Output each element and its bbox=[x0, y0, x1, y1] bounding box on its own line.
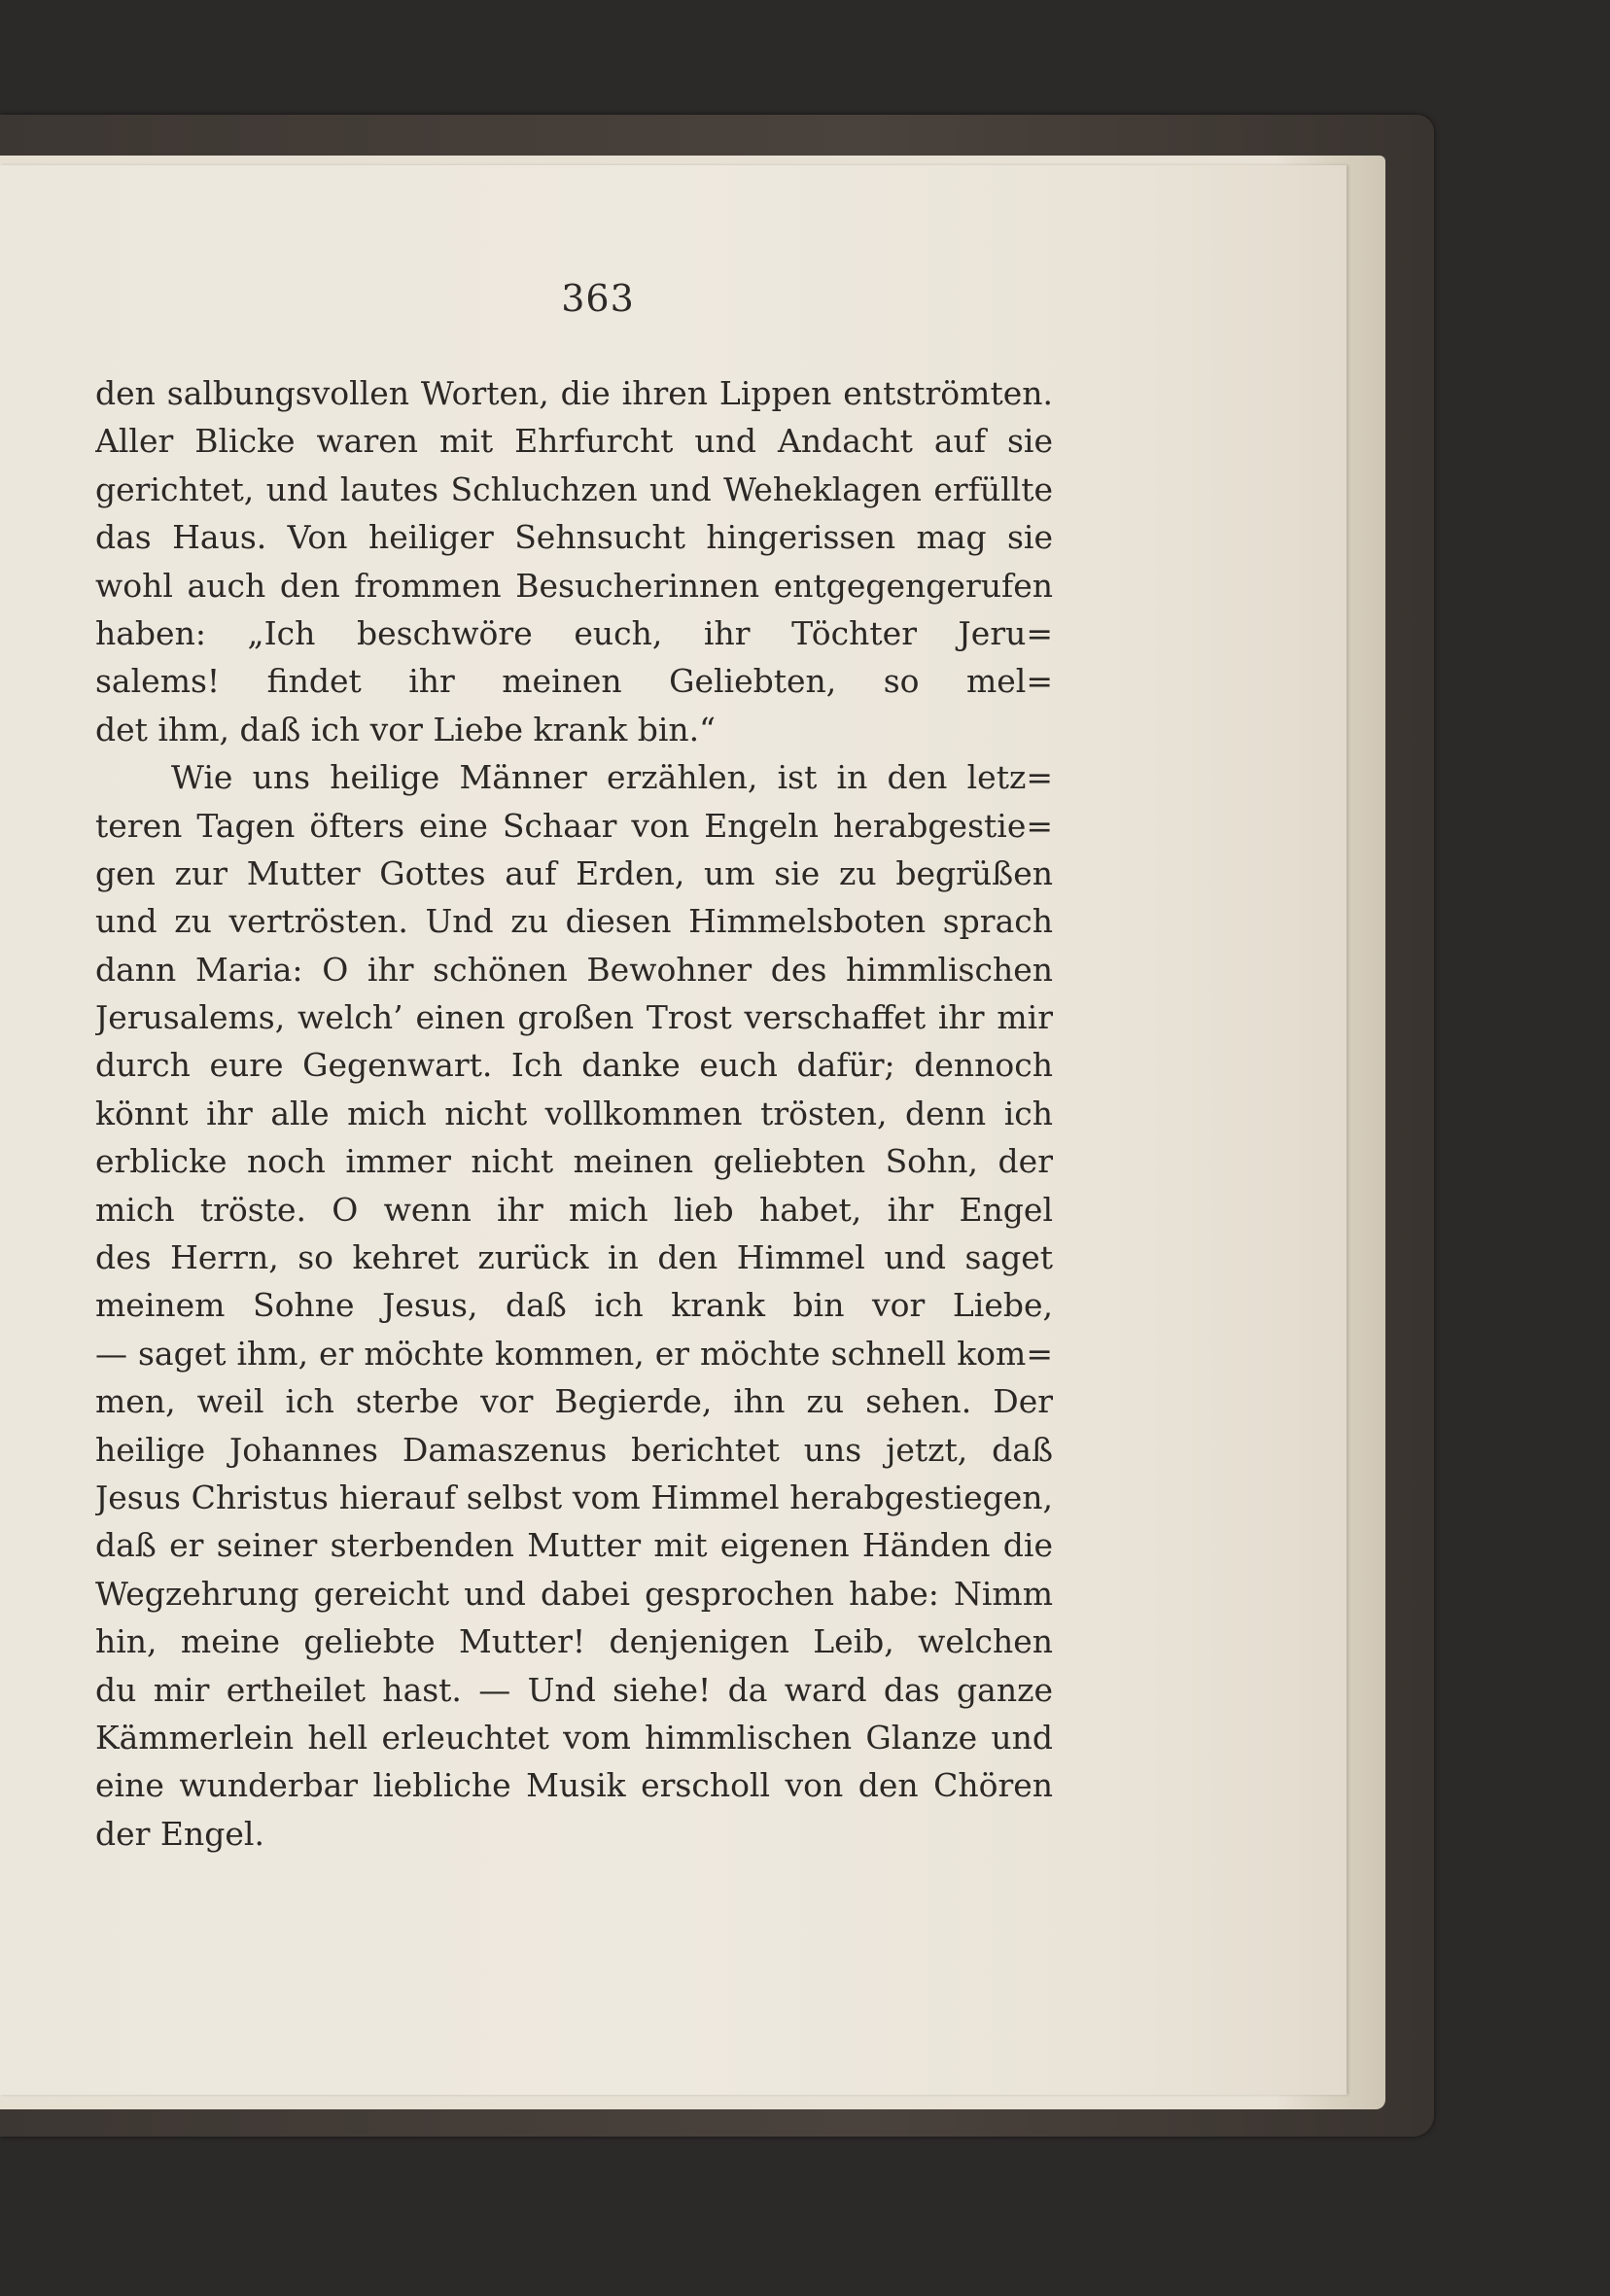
text-line: mich tröste. O wenn ihr mich lieb habet, ihr Engel bbox=[95, 1190, 1053, 1229]
page-number: 363 bbox=[561, 277, 635, 320]
text-line: den salbungsvollen Worten, die ihren Lippen entströmten. bbox=[95, 374, 1053, 412]
text-line: der Engel. bbox=[95, 1814, 264, 1853]
text-line: Wegzehrung gereicht und dabei gesprochen habe: Nimm bbox=[95, 1574, 1053, 1613]
text-line: Jesus Christus hierauf selbst vom Himmel herabgestiegen, bbox=[95, 1478, 1053, 1516]
text-line: haben: „Ich beschwöre euch, ihr Töchter Jeru= bbox=[95, 613, 1053, 652]
text-line: heilige Johannes Damaszenus berichtet uns jetzt, daß bbox=[95, 1430, 1053, 1469]
text-line: wohl auch den frommen Besucherinnen entgegengerufen bbox=[95, 566, 1053, 605]
text-line: und zu vertrösten. Und zu diesen Himmelsboten sprach bbox=[95, 902, 1053, 941]
text-line: Kämmerlein hell erleuchtet vom himmlischen Glanze und bbox=[95, 1718, 1053, 1757]
text-line: Aller Blicke waren mit Ehrfurcht und Andacht auf sie bbox=[95, 422, 1053, 461]
text-line: det ihm, daß ich vor Liebe krank bin.“ bbox=[95, 710, 716, 748]
body-text bbox=[95, 369, 1053, 1858]
text-line: men, weil ich sterbe vor Begierde, ihn zu sehen. Der bbox=[95, 1382, 1053, 1421]
text-line: eine wunderbar liebliche Musik erscholl von den Chören bbox=[95, 1766, 1053, 1805]
text-line: das Haus. Von heiliger Sehnsucht hingerissen mag sie bbox=[95, 518, 1053, 557]
text-line: — saget ihm, er möchte kommen, er möchte schnell kom= bbox=[95, 1334, 1053, 1373]
text-line: teren Tagen öfters eine Schaar von Engeln herabgestie= bbox=[95, 806, 1053, 845]
text-line: hin, meine geliebte Mutter! denjenigen Leib, welchen bbox=[95, 1622, 1053, 1661]
text-line: du mir ertheilet hast. — Und siehe! da ward das ganze bbox=[95, 1670, 1053, 1709]
text-line: daß er seiner sterbenden Mutter mit eigenen Händen die bbox=[95, 1526, 1053, 1565]
text-line: gerichtet, und lautes Schluchzen und Weheklagen erfüllte bbox=[95, 470, 1053, 508]
text-line: erblicke noch immer nicht meinen geliebten Sohn, der bbox=[95, 1142, 1053, 1181]
text-line: salems! findet ihr meinen Geliebten, so mel= bbox=[95, 662, 1053, 701]
text-line: Jerusalems, welch’ einen großen Trost verschaffet ihr mir bbox=[95, 998, 1053, 1037]
text-line: gen zur Mutter Gottes auf Erden, um sie zu begrüßen bbox=[95, 853, 1053, 892]
text-line: meinem Sohne Jesus, daß ich krank bin vor Liebe, bbox=[95, 1286, 1053, 1325]
text-line: dann Maria: O ihr schönen Bewohner des himmlischen bbox=[95, 950, 1053, 989]
text-line: des Herrn, so kehret zurück in den Himmel und saget bbox=[95, 1238, 1053, 1277]
text-line: könnt ihr alle mich nicht vollkommen trösten, denn ich bbox=[95, 1094, 1053, 1132]
text-line: durch eure Gegenwart. Ich danke euch dafür; dennoch bbox=[95, 1046, 1053, 1085]
text-line: Wie uns heilige Männer erzählen, ist in den letz= bbox=[171, 758, 1053, 797]
